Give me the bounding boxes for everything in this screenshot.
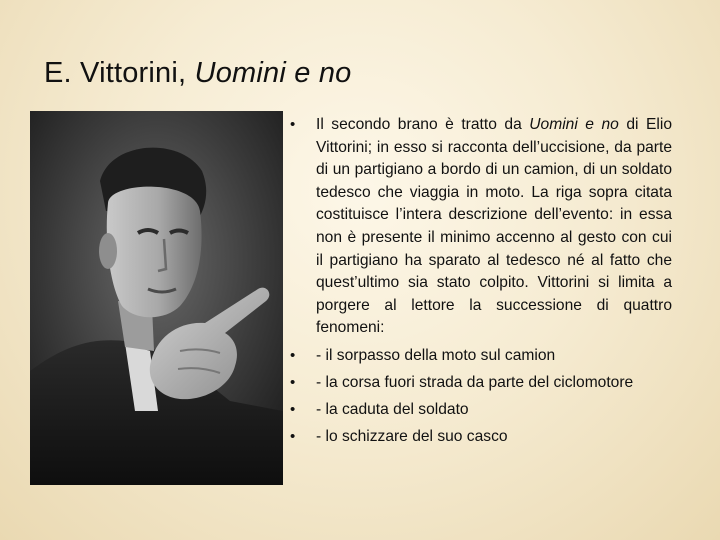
bullet-marker: • <box>290 116 296 133</box>
list-item <box>288 114 672 340</box>
bullet-list <box>288 114 672 453</box>
author-portrait-photo <box>30 111 283 485</box>
slide-title <box>44 57 352 90</box>
list-item <box>288 399 672 422</box>
paragraph-text-start: Il secondo brano è tratto da <box>316 116 530 133</box>
bullet-marker: • <box>290 346 296 364</box>
bullet-marker: • <box>290 428 296 446</box>
list-item-text: - la corsa fuori strada da parte del ciclomotore <box>316 374 634 392</box>
list-item-text: - la caduta del soldato <box>316 401 469 419</box>
paragraph-book-title: Uomini e no <box>529 116 619 133</box>
bullet-marker: • <box>290 401 296 419</box>
paragraph-text-end: di Elio Vittorini; in esso si racconta dell’uccisione, da parte di un partigiano a bordo di un camion, di un soldato tedesco che viaggia in moto. La riga sopra citata costituisce l’intera descrizione dell’evento: in essa non è presente il minimo accenno al gesto con cui il partigiano ha sparato al tedesco né al fatto che quest’ultimo sia stato colpito. Vittorini si limita a porgere al lettore la successione di quattro fenomeni: <box>316 116 673 337</box>
list-item <box>288 345 672 368</box>
list-item-text: - lo schizzare del suo casco <box>316 428 508 446</box>
list-item <box>288 372 672 395</box>
bullet-marker: • <box>290 374 296 392</box>
list-item-text: - il sorpasso della moto sul camion <box>316 346 556 364</box>
title-author: E. Vittorini, <box>44 57 195 90</box>
title-book: Uomini e no <box>194 57 352 90</box>
intro-paragraph <box>316 114 672 340</box>
list-item <box>288 426 672 449</box>
portrait-photo-icon <box>30 111 283 485</box>
